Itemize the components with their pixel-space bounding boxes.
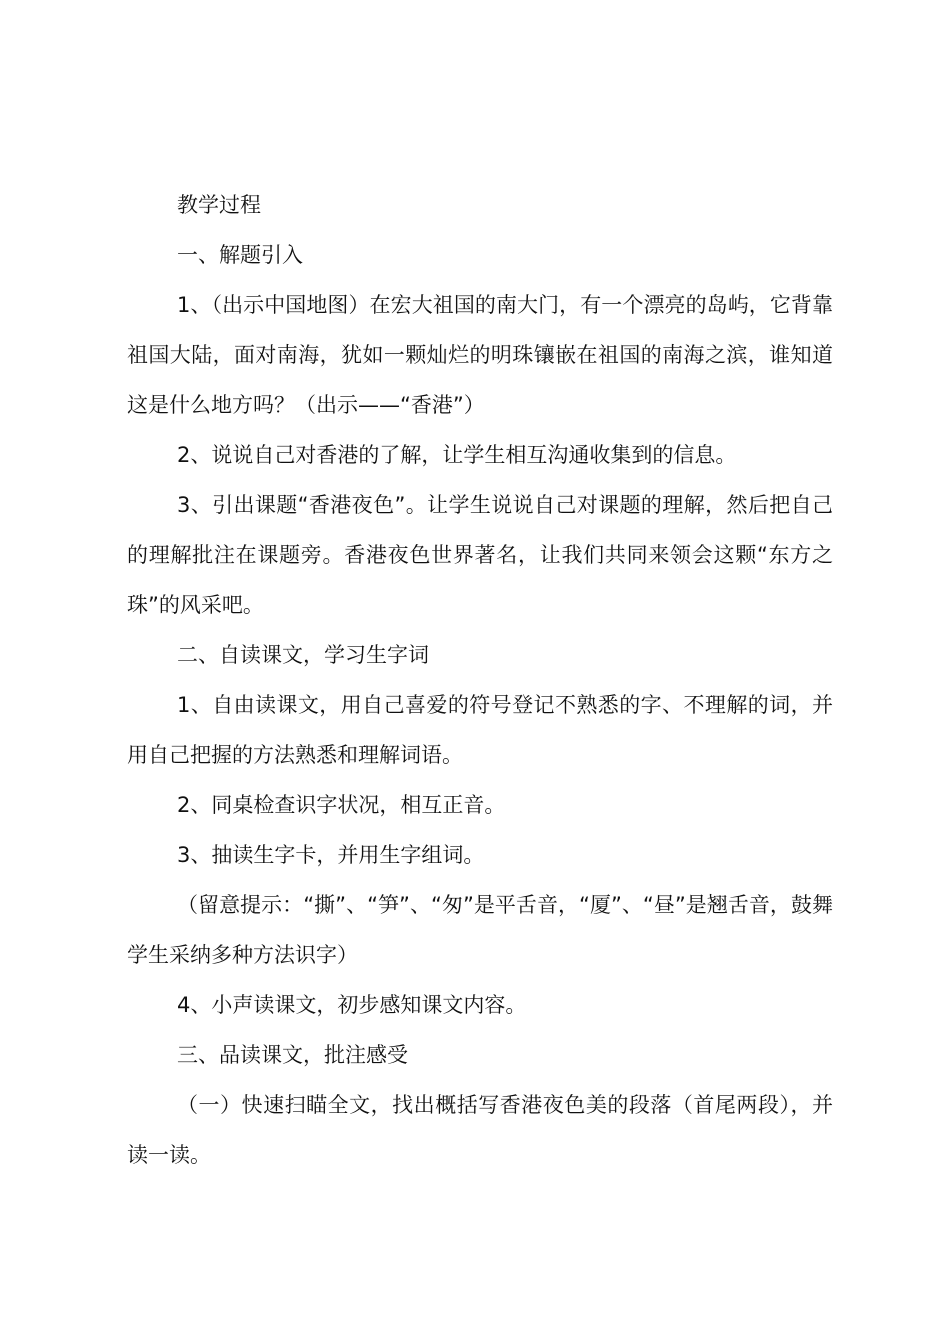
- document-body: [127, 180, 833, 1180]
- paragraph: 3、抽读生字卡，并用生字组词。: [177, 843, 485, 867]
- paragraph: 3、引出课题“香港夜色”。让学生说说自己对课题的理解，然后把自己的理解批注在课题旁。香港夜色世界著名，让我们共同来领会这颗“东方之珠”的风采吧。: [127, 493, 833, 617]
- paragraph: 2、同桌检查识字状况，相互正音。: [177, 793, 506, 817]
- paragraph: 2、说说自己对香港的了解，让学生相互沟通收集到的信息。: [177, 443, 737, 467]
- section-heading-close-reading: 三、品读课文，批注感受: [177, 1043, 408, 1067]
- section-heading-self-reading: 二、自读课文，学习生字词: [177, 643, 429, 667]
- paragraph: 1、（出示中国地图）在宏大祖国的南大门，有一个漂亮的岛屿，它背靠祖国大陆，面对南海，犹如一颗灿烂的明珠镶嵌在祖国的南海之滨，谁知道这是什么地方吗？（出示——“香港”）: [127, 293, 833, 417]
- paragraph: 1、自由读课文，用自己喜爱的符号登记不熟悉的字、不理解的词，并用自己把握的方法熟悉和理解词语。: [127, 693, 833, 767]
- section-heading-teaching-process: 教学过程: [177, 193, 261, 217]
- section-heading-intro: 一、解题引入: [177, 243, 303, 267]
- paragraph: （一）快速扫瞄全文，找出概括写香港夜色美的段落（首尾两段），并读一读。: [127, 1093, 833, 1167]
- paragraph-note: （留意提示：“撕”、“笋”、“匆”是平舌音，“厦”、“昼”是翘舌音，鼓舞学生采纳多种方法识字）: [127, 893, 833, 967]
- paragraph: 4、小声读课文，初步感知课文内容。: [177, 993, 527, 1017]
